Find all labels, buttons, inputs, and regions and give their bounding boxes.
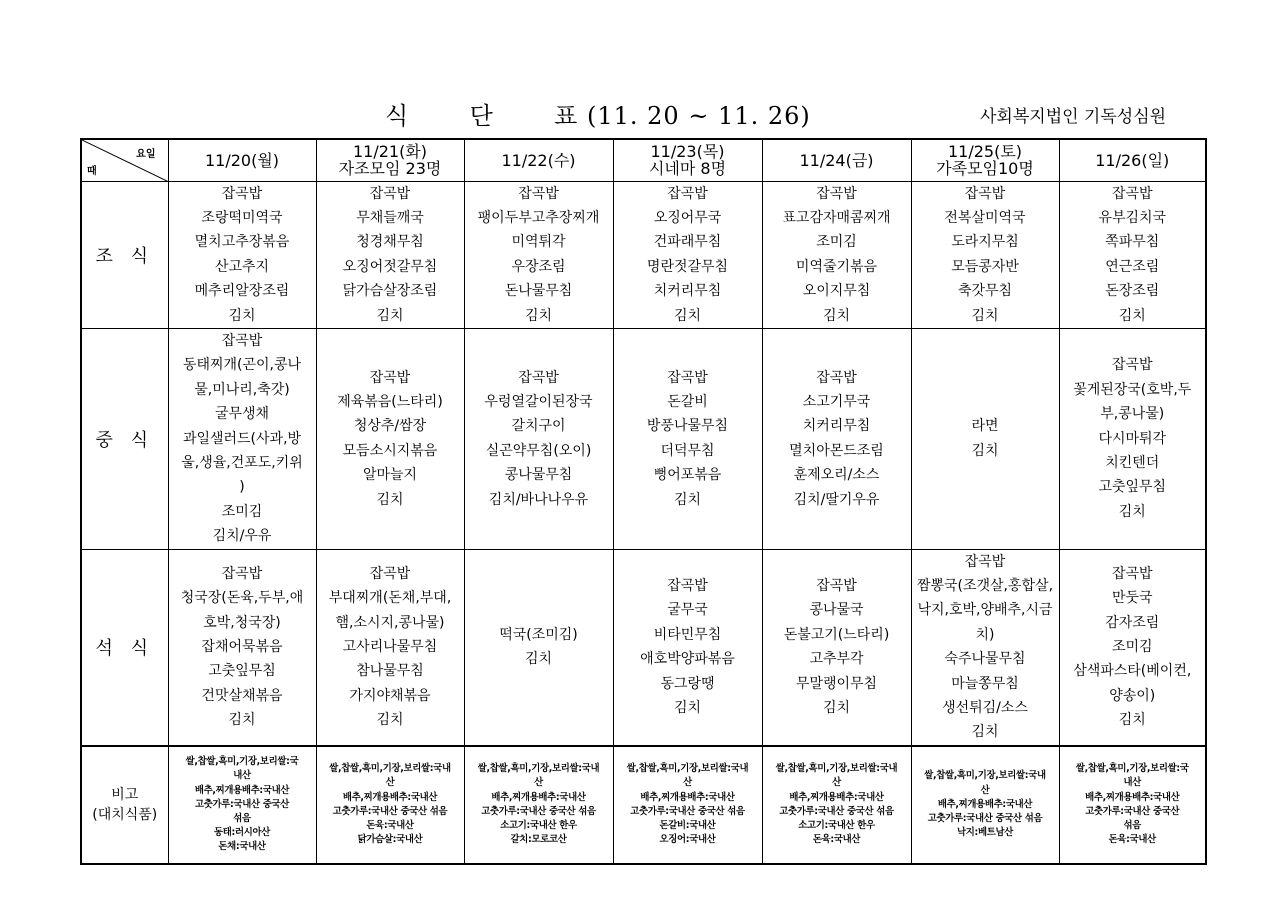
menu-cell [1059, 181, 1206, 328]
menu-item: 양송이) [1109, 687, 1156, 704]
menu-cell [168, 549, 316, 746]
menu-item: 김치 [673, 491, 702, 508]
menu-item: 라면 [971, 418, 999, 435]
day-header-line: 11/26(일) [1095, 150, 1170, 170]
meal-label-breakfast: 조 식 [81, 181, 168, 328]
menu-cell [464, 549, 613, 746]
menu-item: 연근조림 [1105, 258, 1160, 275]
origin-note-cell [168, 746, 316, 864]
menu-item: 조미김 [221, 503, 263, 520]
menu-item: 잡곡밥 [1111, 565, 1153, 582]
origin-note-cell [1059, 746, 1206, 864]
origin-note-line: 산 [683, 777, 692, 789]
menu-item: 참나물무침 [356, 663, 424, 680]
menu-item: 김치 [376, 491, 404, 508]
origin-note-line: 갈치:모로코산 [510, 834, 567, 846]
day-header-line: 11/22(수) [501, 150, 576, 170]
origin-note-line: 산 [385, 777, 395, 789]
origin-note-cell [613, 746, 762, 864]
menu-cell [1059, 549, 1206, 746]
origin-note-line: 고춧가루:국내산 중국산 섞음 [927, 812, 1043, 824]
origin-note-line: 돈육:국내산 [1108, 834, 1156, 846]
origin-note-line: 쌀,찹쌀,흑미,기장,보리쌀:국내 [626, 763, 749, 775]
menu-cell [762, 181, 911, 328]
menu-item: 김치 [524, 651, 553, 668]
menu-item: 우장조림 [511, 258, 566, 275]
menu-item: 닭가슴살장조림 [342, 283, 438, 300]
menu-item: 김치/우유 [212, 528, 272, 545]
menu-item: 조랑떡미역국 [201, 209, 283, 226]
menu-item: 잡곡밥 [816, 369, 857, 386]
origin-note-line: 쌀,찹쌀,흑미,기장,보리쌀:국내 [477, 763, 600, 775]
menu-cell [762, 549, 911, 746]
menu-item: 축갓무침 [957, 283, 1013, 300]
origin-note-line: 배추,찌개용배추:국내산 [640, 791, 735, 803]
day-header-line: 11/20(월) [204, 150, 280, 170]
origin-note-line: 고춧가루:국내산 중국산 섞음 [779, 805, 894, 817]
day-header-line: 11/21(화) [352, 142, 428, 162]
menu-cell [1059, 328, 1206, 549]
day-header-line: 가족모임10명 [936, 159, 1034, 179]
origin-note-cell [464, 746, 613, 864]
menu-item: 잡곡밥 [1111, 185, 1153, 202]
menu-item: 전복살미역국 [944, 209, 1026, 226]
menu-item: 가지야채볶음 [349, 687, 431, 704]
menu-item: 동태찌개(곤이,콩나 [182, 357, 302, 374]
menu-item: 치커리무침 [802, 418, 871, 435]
origin-note-line: 돈육:국내산 [366, 820, 414, 832]
origin-note-line: 배추,찌개용배추:국내산 [937, 798, 1033, 810]
origin-note-line: 낙지:베트남산 [957, 827, 1013, 839]
menu-cell [168, 328, 316, 549]
menu-cell [762, 328, 911, 549]
menu-item: 김치 [1118, 307, 1146, 324]
origin-note-cell [316, 746, 464, 864]
menu-cell [168, 181, 316, 328]
menu-item: 미역튀각 [511, 234, 566, 251]
menu-item: 애호박양파볶음 [640, 651, 735, 668]
menu-item: 김치 [971, 724, 999, 741]
menu-cell [911, 549, 1059, 746]
day-header-line: 11/25(토) [947, 142, 1023, 162]
menu-item: 돈갈비 [667, 393, 708, 410]
menu-item: 표고감자매콤찌개 [782, 209, 891, 226]
menu-item: 비타민무침 [653, 626, 722, 643]
menu-item: 오징어무국 [653, 209, 722, 226]
menu-item: 떡국(조미김) [499, 626, 578, 643]
origin-note-line: 돈채:국내산 [218, 841, 266, 853]
menu-item: 조미김 [816, 234, 857, 251]
meal-label-lunch: 중 식 [81, 328, 168, 549]
day-header-cell [1059, 139, 1206, 181]
origin-note-line: 산 [980, 784, 990, 796]
menu-item: 김치 [822, 307, 851, 324]
origin-note-line: 고춧가루:국내산 중국산 섞음 [630, 805, 745, 817]
menu-item: 건맛살채볶음 [201, 687, 283, 704]
day-header-line: 11/24(금) [799, 150, 874, 170]
menu-item: 김치/바나나우유 [488, 491, 589, 508]
day-header-cell [613, 139, 762, 181]
day-header-row [81, 139, 1206, 181]
origin-note-line: 고춧가루:국내산 중국산 섞음 [332, 805, 448, 817]
day-header-cell [911, 139, 1059, 181]
day-header-cell [168, 139, 316, 181]
origin-note-line: 쌀,찹쌀,흑미,기장,보리쌀:국 [1075, 763, 1189, 775]
menu-item: 뻥어포볶음 [653, 467, 722, 484]
menu-item: 김치 [971, 442, 999, 459]
origin-note-cell [762, 746, 911, 864]
menu-item: 방풍나물무침 [646, 418, 729, 435]
menu-item: 모듬소시지볶음 [342, 442, 438, 459]
origin-note-cell [911, 746, 1059, 864]
menu-item: 치커리무침 [653, 283, 722, 300]
menu-item: 잡곡밥 [964, 553, 1006, 570]
day-header-line: 자조모임 23명 [338, 159, 442, 179]
menu-item: 호박,청국장) [203, 614, 281, 631]
menu-item: 유부김치국 [1098, 209, 1167, 226]
menu-item: 김치 [1118, 503, 1146, 520]
origin-note-line: 섞음 [233, 812, 251, 824]
menu-item: 삼색파스타(베이컨, [1073, 663, 1192, 680]
origin-note-line: 쌀,찹쌀,흑미,기장,보리쌀:국내 [924, 770, 1046, 782]
menu-item: 오이지무침 [802, 283, 871, 300]
menu-item: 잡곡밥 [518, 185, 559, 202]
menu-item: 잡곡밥 [667, 185, 708, 202]
origin-note-line: 배추,찌개용배추:국내산 [194, 784, 290, 796]
dinner-row [81, 549, 1206, 746]
menu-item: 청국장(돈육,두부,애 [180, 590, 304, 607]
origin-note-line: 쌀,찹쌀,흑미,기장,보리쌀:국내 [329, 763, 451, 775]
menu-item: 건파래무침 [653, 234, 722, 251]
menu-item: 부,콩나물) [1100, 406, 1165, 423]
breakfast-row [81, 181, 1206, 328]
menu-item: 김치 [673, 307, 702, 324]
menu-item: 동그랑땡 [660, 675, 715, 692]
menu-cell [464, 328, 613, 549]
organization-name: 사회복지법인 기독성심원 [980, 107, 1167, 127]
menu-item: 치킨텐더 [1105, 454, 1160, 471]
menu-item: 무채들깨국 [356, 209, 424, 226]
menu-item: 갈치구이 [511, 418, 566, 435]
menu-item: 김치 [228, 307, 256, 324]
menu-item: 김치 [376, 307, 404, 324]
menu-item: 멸치아몬드조림 [789, 442, 884, 459]
origin-note-line: 오징어:국내산 [659, 834, 716, 846]
menu-item: 무말랭이무침 [795, 675, 878, 692]
menu-item: 울,생율,건포도,키위 [181, 454, 303, 471]
menu-item: 김치 [673, 700, 702, 717]
notes-label-line: (대치식품) [92, 806, 158, 823]
menu-item: 오징어젓갈무침 [342, 258, 438, 275]
origin-note-line: 배추,찌개용배추:국내산 [491, 791, 586, 803]
menu-item: 김치 [822, 700, 851, 717]
origin-note-line: 소고기:국내산 한우 [798, 820, 875, 832]
menu-item: 잡곡밥 [369, 565, 411, 582]
origin-note-line: 내산 [1123, 777, 1141, 789]
origin-note-line: 소고기:국내산 한우 [500, 820, 577, 832]
menu-item: 쪽파무침 [1105, 234, 1160, 251]
page-title: 식 단 표 (11. 20 ~ 11. 26) [385, 102, 811, 130]
menu-item: 꽃게된장국(호박,두 [1073, 381, 1192, 398]
origin-note-line: 내산 [233, 770, 251, 782]
menu-item: 부대찌개(돈채,부대, [328, 590, 452, 607]
menu-item: 산고추지 [214, 258, 270, 275]
notes-label-line: 비고 [111, 786, 139, 803]
menu-item: 알마늘지 [362, 467, 418, 484]
origin-note-line: 동태:러시아산 [214, 827, 270, 839]
origin-note-line: 돈갈비:국내산 [659, 820, 716, 832]
menu-cell [613, 549, 762, 746]
origin-note-line: 배추,찌개용배추:국내산 [1085, 791, 1180, 803]
menu-item: 김치 [971, 307, 999, 324]
menu-item: 김치/딸기우유 [793, 491, 880, 508]
menu-item: 잡곡밥 [667, 578, 708, 594]
menu-item: 굴무생채 [214, 406, 270, 423]
origin-note-line: 배추,찌개용배추:국내산 [342, 791, 438, 803]
menu-item: 소고기무국 [802, 393, 871, 410]
menu-item: 명란젓갈무침 [646, 258, 729, 275]
origin-note-line: 산 [832, 777, 841, 789]
menu-item: 모듬콩자반 [951, 258, 1019, 275]
menu-item: 고사리나물무침 [342, 639, 438, 656]
menu-cell [316, 181, 464, 328]
menu-item: 제육볶음(느타리) [337, 393, 443, 410]
day-header-cell [464, 139, 613, 181]
menu-item: 잡곡밥 [816, 578, 857, 594]
menu-item: 생선튀김/소스 [942, 700, 1028, 717]
menu-item: 다시마튀각 [1098, 430, 1167, 447]
menu-item: 짬뽕국(조갯살,홍합살, [916, 578, 1054, 594]
meal-label-dinner: 석 식 [81, 549, 168, 746]
document-header [0, 96, 1280, 130]
menu-cell [316, 328, 464, 549]
menu-item: 돈장조림 [1105, 283, 1160, 300]
menu-item: 굴무국 [667, 602, 708, 619]
menu-cell [911, 328, 1059, 549]
origin-note-line: 쌀,찹쌀,흑미,기장,보리쌀:국 [185, 756, 299, 768]
corner-header-cell [81, 139, 168, 181]
menu-item: 멸치고추장볶음 [194, 234, 290, 251]
menu-item: 우렁열갈이된장국 [484, 393, 593, 410]
menu-item: 김치 [524, 307, 553, 324]
menu-item: 낙지,호박,양배추,시금 [917, 602, 1053, 619]
menu-item: 조미김 [1111, 639, 1153, 656]
menu-item: 돈불고기(느타리) [783, 626, 890, 643]
menu-item: 콩나물국 [809, 602, 864, 619]
menu-item: 만둣국 [1111, 590, 1153, 607]
origin-note-line: 돈육:국내산 [812, 834, 861, 846]
menu-item: 잡곡밥 [667, 369, 708, 386]
menu-cell [911, 181, 1059, 328]
origin-note-line: 고춧가루:국내산 중국산 섞음 [481, 805, 596, 817]
menu-item: 잡채어묵볶음 [201, 639, 283, 656]
corner-label-day: 요일 [136, 149, 156, 160]
day-header-cell [316, 139, 464, 181]
menu-item: 고춧잎무침 [1098, 479, 1167, 496]
menu-item: 잡곡밥 [518, 369, 559, 386]
day-header-line: 11/23(목) [650, 142, 725, 162]
meal-plan-table [80, 138, 1207, 865]
menu-item: ) [239, 479, 245, 496]
origin-note-line: 닭가슴살:국내산 [357, 834, 423, 846]
menu-item: 마늘쫑무침 [951, 675, 1019, 692]
menu-item: 햄,소시지,콩나물) [335, 614, 445, 631]
menu-cell [316, 549, 464, 746]
origin-note-line: 산 [534, 777, 543, 789]
menu-item: 김치 [1118, 712, 1146, 729]
menu-item: 잡곡밥 [221, 185, 263, 202]
menu-item: 팽이두부고추장찌개 [477, 209, 600, 226]
menu-item: 잡곡밥 [221, 565, 263, 582]
menu-item: 미역줄기볶음 [795, 258, 878, 275]
menu-item: 더덕무침 [660, 442, 715, 459]
origin-note-line: 고춧가루:국내산 중국산 [195, 798, 289, 810]
notes-row [81, 746, 1206, 864]
menu-item: 과일샐러드(사과,방 [182, 430, 302, 447]
menu-item: 잡곡밥 [221, 332, 263, 349]
day-header-cell [762, 139, 911, 181]
corner-label-meal: 때 [87, 165, 97, 177]
menu-item: 숙주나물무침 [944, 651, 1026, 668]
menu-item: 잡곡밥 [964, 185, 1006, 202]
menu-item: 물,미나리,축갓) [194, 381, 290, 398]
menu-item: 실곤약무침(오이) [485, 442, 592, 459]
menu-cell [613, 181, 762, 328]
menu-item: 잡곡밥 [816, 185, 857, 202]
menu-item: 김치 [376, 712, 404, 729]
menu-item: 잡곡밥 [369, 185, 411, 202]
day-header-line: 시네마 8명 [648, 159, 727, 179]
notes-label [81, 746, 168, 864]
menu-cell [464, 181, 613, 328]
menu-item: 청경채무침 [356, 234, 424, 251]
menu-item: 콩나물무침 [504, 467, 573, 484]
menu-item: 청상추/쌈장 [353, 418, 427, 435]
menu-item: 훈제오리/소스 [793, 467, 880, 484]
menu-item: 메추리알장조림 [194, 283, 290, 300]
menu-item: 김치 [228, 712, 256, 729]
lunch-row [81, 328, 1206, 549]
menu-item: 잡곡밥 [1111, 357, 1153, 374]
menu-item: 치) [975, 626, 995, 643]
menu-cell [613, 328, 762, 549]
origin-note-line: 쌀,찹쌀,흑미,기장,보리쌀:국내 [775, 763, 898, 775]
origin-note-line: 고춧가루:국내산 중국산 [1085, 805, 1180, 817]
origin-note-line: 배추,찌개용배추:국내산 [789, 791, 884, 803]
origin-note-line: 섞음 [1123, 820, 1141, 832]
menu-item: 도라지무침 [951, 234, 1019, 251]
menu-item: 고추부각 [809, 651, 864, 668]
menu-item: 감자조림 [1105, 614, 1160, 631]
menu-item: 고춧잎무침 [208, 663, 276, 680]
menu-item: 잡곡밥 [369, 369, 411, 386]
menu-item: 돈나물무침 [504, 283, 573, 300]
